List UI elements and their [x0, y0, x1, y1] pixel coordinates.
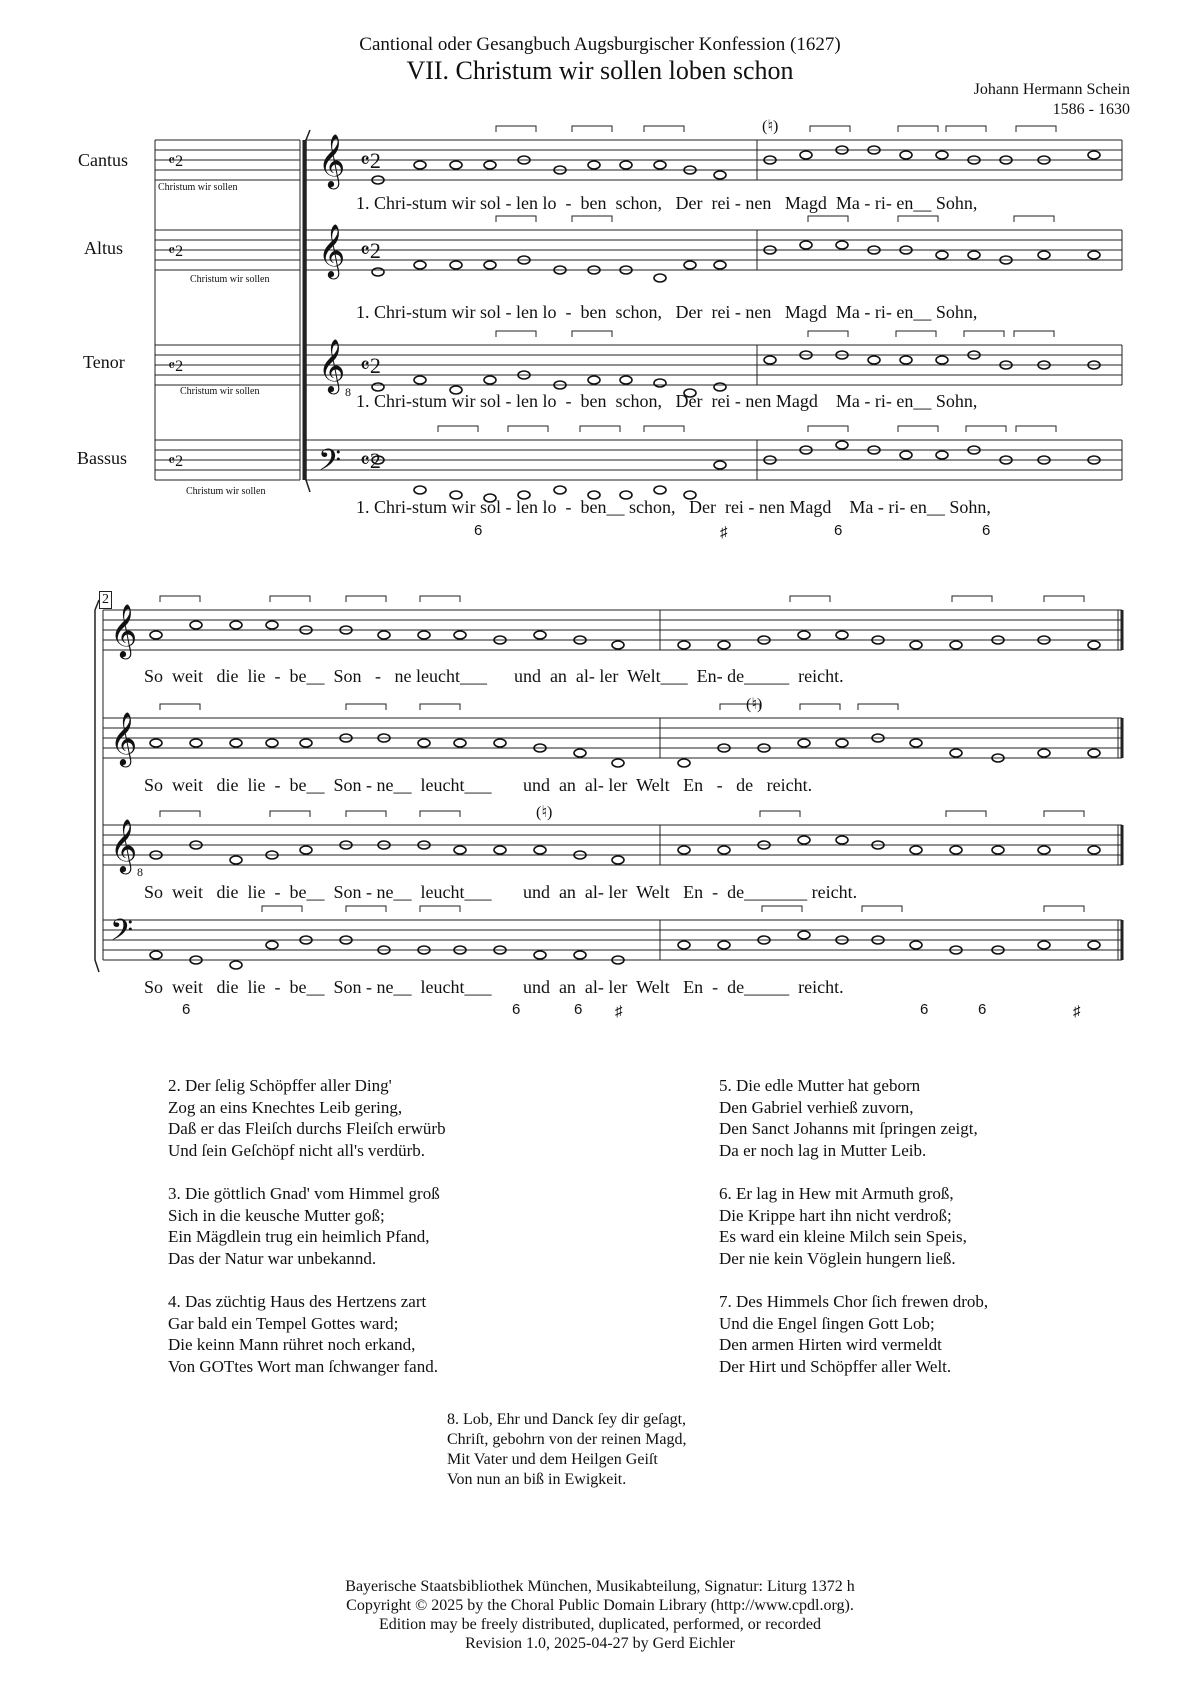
- altus-s2-note-9: [494, 739, 506, 747]
- time-sig-s1-1: 𝄴2: [360, 238, 381, 263]
- footer-source: Bayerische Staatsbibliothek München, Musikabteilung, Signatur: Liturg 1372 h: [345, 1578, 855, 1595]
- voice-label-altus: Altus: [84, 238, 124, 258]
- tenor-s2-lig-1: [270, 811, 310, 817]
- staff-s2-1: [103, 718, 1122, 758]
- cantus-s1-note-8: [654, 161, 666, 169]
- footer: [0, 1577, 1200, 1653]
- treble-clef-s2-0: 𝄞: [110, 605, 138, 656]
- cantus-s2-note-3: [266, 621, 278, 629]
- cantus-s2-note-6: [910, 641, 922, 649]
- bass-clef-s2: 𝄢: [110, 914, 134, 954]
- lyrics-s1-bassus: 1. Chri-stum wir sol - len lo - ben__ schon, Der rei - nen Magd Ma - ri- en__ Sohn,: [356, 497, 991, 517]
- altus-s1b-note-1: [800, 241, 812, 249]
- voice-label-bassus: Bassus: [77, 448, 128, 468]
- bass-s1b-lig-0: [808, 426, 848, 432]
- tenor-s1-note-1: [414, 376, 426, 384]
- lyrics-s2-cantus: So weit die lie - be__ Son - ne leucht___ und an al- ler Welt___ En- de_____ reicht.: [144, 666, 844, 686]
- cantus-s2-note-1: [718, 641, 730, 649]
- composer-name: Johann Hermann Schein: [973, 81, 1130, 98]
- figure-s2-5: 6: [920, 1001, 929, 1018]
- cantus-s1-lig-1: [572, 126, 612, 132]
- altus-s1b-note-2: [836, 241, 848, 249]
- cantus-s1b-lig-3: [1016, 126, 1056, 132]
- cantus-s1-note-3: [484, 161, 496, 169]
- cantus-s1-note-7: [620, 161, 632, 169]
- figure-s2-6: 6: [978, 1001, 987, 1018]
- tenor-s1-note-7: [620, 376, 632, 384]
- tenor-s2-note-12: [612, 856, 624, 864]
- altus-s2-note-1: [190, 739, 202, 747]
- tenor-s1b-lig-3: [1014, 331, 1054, 337]
- altus-s2b-note-7: [950, 749, 962, 757]
- cantus-s1b-note-5: [936, 151, 948, 159]
- altus-s2-note-0: [150, 739, 162, 747]
- stanza-2: 2. Der ſelig Schöpffer aller Ding' Zog an eins Knechtes Leib gering, Daß er das Fleiſch durchs Fleiſch erwürb Und ſein Geſchöpf nicht all's verdürb.: [168, 1076, 446, 1160]
- cantus-s2-lig-0: [160, 596, 200, 602]
- bass-s2-note-11: [574, 951, 586, 959]
- altus-s2-note-8: [454, 739, 466, 747]
- system-bracket-s2: [95, 600, 99, 972]
- tenor-s2-lig-2: [346, 811, 386, 817]
- tenor-s2-note-10: [534, 846, 546, 854]
- altus-s2b-lig-1: [800, 704, 840, 710]
- bass-s2-note-10: [534, 951, 546, 959]
- tenor-s1b-note-5: [936, 356, 948, 364]
- figure-s2-2: 6: [512, 1001, 521, 1018]
- cantus-s2-note-0: [150, 631, 162, 639]
- altus-s1-note-9: [684, 261, 696, 269]
- lyrics-s2-bassus: So weit die lie - be__ Son - ne__ leucht___ und an al- ler Welt En - de_____ reicht.: [144, 977, 844, 997]
- tenor-s2b-lig-1: [946, 811, 986, 817]
- tenor-s2b-note-7: [950, 846, 962, 854]
- altus-s2-lig-2: [420, 704, 460, 710]
- lyrics-s1-cantus: 1. Chri-stum wir sol - len lo - ben schon, Der rei - nen Magd Ma - ri- en__ Sohn,: [356, 193, 978, 213]
- tenor-s1-lig-1: [572, 331, 612, 337]
- tenor-s1b-lig-2: [964, 331, 1004, 337]
- cantus-s1b-note-1: [800, 151, 812, 159]
- cantus-s1b-lig-0: [810, 126, 850, 132]
- bass-s1-lig-1: [508, 426, 548, 432]
- bass-s1b-lig-1: [898, 426, 938, 432]
- bass-s2-lig-1: [346, 906, 386, 912]
- cantus-s2-note-4: [836, 631, 848, 639]
- bass-s1b-note-5: [936, 451, 948, 459]
- tenor-s2-note-2: [230, 856, 242, 864]
- cantus-s2b-lig-0: [790, 596, 830, 602]
- tenor-8-s1: 8: [345, 385, 351, 399]
- bass-s2b-lig-1: [862, 906, 902, 912]
- bass-clef-s1: 𝄢: [318, 444, 342, 484]
- tenor-s1b-lig-1: [896, 331, 936, 337]
- editorial-natural-s2-tenor: (♮): [536, 804, 553, 821]
- cantus-s2-note-2: [230, 621, 242, 629]
- bass-s1-note-1: [414, 486, 426, 494]
- treble-clef-s2-2: 𝄞: [110, 820, 138, 871]
- figure-s1-1: 6: [474, 522, 483, 539]
- voice-label-tenor: Tenor: [83, 352, 125, 372]
- incipit-text-altus: Christum wir sollen: [190, 274, 270, 285]
- tenor-s1-note-10: [714, 383, 726, 391]
- figure-s2-4: ♯: [615, 1003, 623, 1020]
- altus-s1-note-8: [654, 274, 666, 282]
- bass-s2b-note-6: [910, 941, 922, 949]
- composer-dates: 1586 - 1630: [1052, 101, 1130, 118]
- cantus-s2-note-1: [190, 621, 202, 629]
- altus-s1b-note-8: [1038, 251, 1050, 259]
- tenor-s1b-note-0: [764, 356, 776, 364]
- cantus-s1-lig-2: [644, 126, 684, 132]
- altus-s2-note-4: [300, 739, 312, 747]
- cantus-s2-lig-3: [420, 596, 460, 602]
- altus-s2-note-12: [612, 759, 624, 767]
- bass-s2-lig-2: [420, 906, 460, 912]
- tenor-s2b-note-6: [910, 846, 922, 854]
- time-sig-s1-2: 𝄴2: [360, 353, 381, 378]
- incipit-time-2: 𝄴2: [168, 358, 184, 375]
- tenor-s2b-note-1: [718, 846, 730, 854]
- tenor-s2-lig-0: [160, 811, 200, 817]
- altus-s2b-note-9: [1038, 749, 1050, 757]
- bass-s1b-lig-2: [966, 426, 1006, 432]
- time-sig-s1-0: 𝄴2: [360, 148, 381, 173]
- tenor-s1-note-8: [654, 379, 666, 387]
- cantus-s1-lig-0: [496, 126, 536, 132]
- bass-s1-lig-0: [438, 426, 478, 432]
- collection-title: Cantional oder Gesangbuch Augsburgischer Konfession (1627): [359, 34, 841, 55]
- bass-s1b-note-4: [900, 451, 912, 459]
- stanza-8: 8. Lob, Ehr und Danck ſey dir geſagt, Chriſt, gebohrn von der reinen Magd, Mit Vater und dem Heilgen Geiſt Von nun an biß in Ewigkeit.: [447, 1411, 687, 1488]
- altus-s2-note-3: [266, 739, 278, 747]
- incipit-text-cantus: Christum wir sollen: [158, 182, 238, 193]
- lyrics-s1-tenor: 1. Chri-stum wir sol - len lo - ben schon, Der rei - nen Magd Ma - ri- en__ Sohn,: [356, 391, 978, 411]
- footer-revision: Revision 1.0, 2025-04-27 by Gerd Eichler: [465, 1635, 735, 1652]
- altus-s1b-lig-2: [1014, 216, 1054, 222]
- altus-s2b-note-4: [836, 739, 848, 747]
- tenor-s2b-lig-0: [760, 811, 800, 817]
- lyrics-s2-tenor: So weit die lie - be__ Son - ne__ leucht___ und an al- ler Welt En - de_______ reicht.: [144, 882, 858, 902]
- treble-clef-s2-1: 𝄞: [110, 713, 138, 764]
- figure-s1-2: ♯: [720, 524, 728, 541]
- altus-s2b-lig-2: [858, 704, 898, 710]
- altus-s2b-note-3: [798, 739, 810, 747]
- bass-s2b-note-1: [718, 941, 730, 949]
- cantus-s2-note-3: [798, 631, 810, 639]
- cantus-s2-note-10: [534, 631, 546, 639]
- altus-s1-note-10: [714, 261, 726, 269]
- cantus-s2b-lig-1: [952, 596, 992, 602]
- cantus-s1b-lig-2: [946, 126, 986, 132]
- tenor-s2b-note-3: [798, 836, 810, 844]
- tenor-s2-note-4: [300, 846, 312, 854]
- cantus-s2-note-0: [678, 641, 690, 649]
- cantus-s1-note-6: [588, 161, 600, 169]
- figure-s1-3: 6: [834, 522, 843, 539]
- altus-s2b-note-6: [910, 739, 922, 747]
- tenor-s1-lig-0: [496, 331, 536, 337]
- treble-clef-s1-0: 𝄞: [318, 135, 346, 186]
- tenor-s1b-note-3: [868, 356, 880, 364]
- altus-s1b-note-9: [1088, 251, 1100, 259]
- stanza-4: 4. Das züchtig Haus des Hertzens zart Gar bald ein Tempel Gottes ward; Die keinn Mann rühret noch erkand, Von GOTtes Wort man ſchwanger fand.: [168, 1292, 438, 1376]
- incipit-time-3: 𝄴2: [168, 453, 184, 470]
- lyrics-s1-altus: 1. Chri-stum wir sol - len lo - ben schon, Der rei - nen Magd Ma - ri- en__ Sohn,: [356, 302, 978, 322]
- altus-s1b-lig-0: [808, 216, 848, 222]
- footer-license: Edition may be freely distributed, duplicated, performed, or recorded: [378, 1616, 822, 1633]
- altus-s1b-note-5: [936, 251, 948, 259]
- cantus-s1b-note-9: [1088, 151, 1100, 159]
- incipit-time-1: 𝄴2: [168, 243, 184, 260]
- altus-s2-note-7: [418, 739, 430, 747]
- tenor-s1b-note-4: [900, 356, 912, 364]
- tenor-s1-note-0: [372, 383, 384, 391]
- stanza-5: 5. Die edle Mutter hat geborn Den Gabriel verhieß zuvorn, Den Sanct Johanns mit ſpringen zeigt, Da er noch lag in Mutter Leib.: [719, 1076, 978, 1160]
- cantus-s1b-note-4: [900, 151, 912, 159]
- altus-s2-lig-0: [160, 704, 200, 710]
- figure-s2-1: 6: [182, 1001, 191, 1018]
- cantus-s2-lig-2: [346, 596, 386, 602]
- editorial-natural-s2-altus: (♮): [746, 696, 763, 713]
- cantus-s2-note-7: [950, 641, 962, 649]
- altus-s2-note-11: [574, 749, 586, 757]
- tenor-8-s2: 8: [137, 865, 143, 879]
- bass-s2b-lig-0: [762, 906, 802, 912]
- time-sig-s1-bass: 𝄴2: [360, 448, 381, 473]
- bass-s2-note-2: [230, 961, 242, 969]
- bass-s1-note-8: [654, 486, 666, 494]
- tenor-s2b-note-10: [1088, 846, 1100, 854]
- cantus-s2-note-8: [454, 631, 466, 639]
- cantus-s2-lig-1: [270, 596, 310, 602]
- tenor-s2b-note-8: [992, 846, 1004, 854]
- cantus-s2b-lig-2: [1044, 596, 1084, 602]
- cantus-s1b-lig-1: [898, 126, 938, 132]
- measure-number: 2: [99, 591, 112, 609]
- altus-s1-note-3: [484, 261, 496, 269]
- bass-s1b-note-2: [836, 441, 848, 449]
- cantus-s1-note-1: [414, 161, 426, 169]
- bass-s1-note-5: [554, 486, 566, 494]
- altus-s1b-lig-1: [898, 216, 938, 222]
- bass-s2b-note-0: [678, 941, 690, 949]
- altus-s2-note-2: [230, 739, 242, 747]
- tenor-s2b-note-4: [836, 836, 848, 844]
- altus-s1b-note-6: [968, 251, 980, 259]
- stanza-6: 6. Er lag in Hew mit Armuth groß, Die Krippe hart ihn nicht verdroß; Es ward ein kleine Milch sein Speis, Der nie kein Vöglein hungern ließ.: [719, 1184, 967, 1268]
- tenor-s2b-lig-2: [1044, 811, 1084, 817]
- bass-s2b-note-3: [798, 931, 810, 939]
- altus-s2-lig-1: [346, 704, 386, 710]
- cantus-s1-note-10: [714, 171, 726, 179]
- tenor-s2b-note-9: [1038, 846, 1050, 854]
- bass-s2b-note-10: [1088, 941, 1100, 949]
- cantus-s1-note-2: [450, 161, 462, 169]
- staff-s2-3: [103, 920, 1122, 960]
- footer-copyright: Copyright © 2025 by the Choral Public Domain Library (http://www.cpdl.org).: [346, 1597, 854, 1614]
- stanza-7: 7. Des Himmels Chor ſich frewen drob, Und die Engel ſingen Gott Lob; Den armen Hirten wird vermeldt Der Hirt und Schöpffer aller Welt.: [719, 1292, 989, 1376]
- cantus-s2-note-12: [612, 641, 624, 649]
- stanza-3: 3. Die göttlich Gnad' vom Himmel groß Sich in die keusche Mutter goß; Ein Mägdlein trug ein heimlich Pfand, Das der Natur war unbekannd.: [168, 1184, 440, 1268]
- lyrics-s2-altus: So weit die lie - be__ Son - ne__ leucht___ und an al- ler Welt En - de reicht.: [144, 775, 813, 795]
- tenor-s2-lig-3: [420, 811, 460, 817]
- bass-s1-lig-3: [644, 426, 684, 432]
- bass-s2-lig-0: [262, 906, 302, 912]
- cantus-s2-note-6: [378, 631, 390, 639]
- altus-s1-note-1: [414, 261, 426, 269]
- figure-s2-7: ♯: [1073, 1003, 1081, 1020]
- incipit-text-tenor: Christum wir sollen: [180, 386, 260, 397]
- bass-s2-note-0: [150, 951, 162, 959]
- treble-clef-s1-1: 𝄞: [318, 225, 346, 276]
- tenor-s1-note-3: [484, 376, 496, 384]
- cantus-s2-note-7: [418, 631, 430, 639]
- bass-s2-note-3: [266, 941, 278, 949]
- editorial-natural-s1: (♮): [762, 118, 779, 135]
- incipit-text-bassus: Christum wir sollen: [186, 486, 266, 497]
- altus-s2b-note-0: [678, 759, 690, 767]
- piece-title: VII. Christum wir sollen loben schon: [406, 56, 794, 85]
- tenor-s1-note-6: [588, 376, 600, 384]
- figure-s2-3: 6: [574, 1001, 583, 1018]
- incipit-time-0: 𝄴2: [168, 153, 184, 170]
- altus-s1-note-2: [450, 261, 462, 269]
- cantus-s2-note-10: [1088, 641, 1100, 649]
- tenor-s1b-lig-0: [808, 331, 848, 337]
- system-bracket-s1: [306, 130, 310, 492]
- bass-s1b-lig-3: [1016, 426, 1056, 432]
- altus-s1-note-0: [372, 268, 384, 276]
- bass-s1-note-10: [714, 461, 726, 469]
- altus-s1-lig-0: [496, 216, 536, 222]
- tenor-s2b-note-0: [678, 846, 690, 854]
- voice-label-cantus: Cantus: [78, 150, 129, 170]
- altus-s2b-note-10: [1088, 749, 1100, 757]
- bass-s2b-note-9: [1038, 941, 1050, 949]
- figure-s1-4: 6: [982, 522, 991, 539]
- tenor-s2-note-9: [494, 846, 506, 854]
- altus-s1-lig-1: [572, 216, 612, 222]
- bass-s2b-lig-2: [1044, 906, 1084, 912]
- bass-s1-lig-2: [580, 426, 620, 432]
- treble-clef-s1-2: 𝄞: [318, 340, 346, 391]
- tenor-s2-note-8: [454, 846, 466, 854]
